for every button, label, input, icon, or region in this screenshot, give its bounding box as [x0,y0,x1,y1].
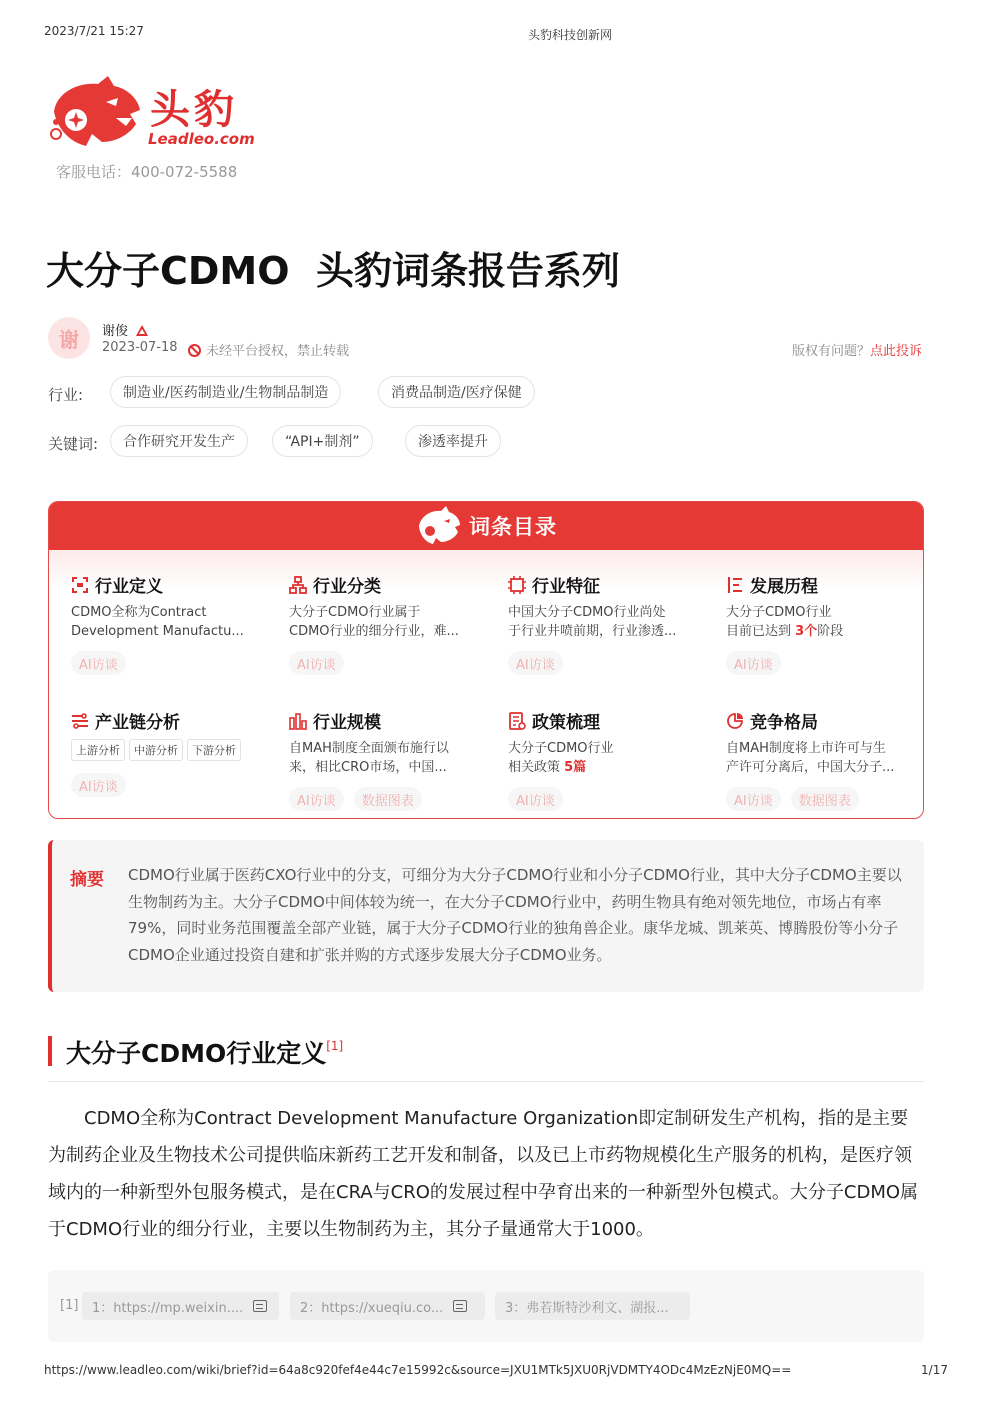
catalog-item-desc-line1: CDMO全称为Contract [71,605,207,620]
downstream-analysis-button[interactable]: 下游分析 [187,739,241,761]
catalog-item-label: 竞争格局 [750,713,818,733]
catalog-card [48,501,924,819]
catalog-item-desc-line1: 大分子CDMO行业 [508,741,614,756]
upstream-analysis-button[interactable]: 上游分析 [71,739,125,761]
section-title-text: 大分子CDMO行业定义 [66,1039,327,1068]
ai-interview-button[interactable]: AI访谈 [289,651,344,675]
forbidden-icon [188,344,201,357]
catalog-item-features[interactable] [508,572,708,675]
industry-tag[interactable]: 制造业/医药制造业/生物制品制造 [110,376,341,408]
catalog-item-desc-line1: 自MAH制度全面颁布施行以 [289,741,449,756]
data-chart-button[interactable]: 数据图表 [354,787,422,811]
author-badge-icon [136,325,148,336]
catalog-item-pills [726,787,924,811]
reference-chip[interactable] [82,1292,279,1320]
industry-tag[interactable]: 消费品制造/医疗保健 [378,376,535,408]
catalog-item-pills [71,773,271,797]
catalog-item-desc-line2: 于行业井喷前期，行业渗透... [508,624,677,639]
print-timestamp: 2023/7/21 15:27 [44,24,144,38]
reference-chip[interactable] [290,1292,485,1320]
catalog-item-chain[interactable] [71,708,271,797]
catalog-item-policy[interactable] [508,708,708,811]
keyword-tag[interactable]: 合作研究开发生产 [110,425,248,457]
catalog-item-desc-line1: 大分子CDMO行业 [726,605,832,620]
publish-date: 2023-07-18 [102,340,178,355]
ai-interview-button[interactable]: AI访谈 [289,787,344,811]
copyright-question-text: 版权有问题？ [791,344,870,359]
reference-chip[interactable] [495,1292,690,1320]
catalog-item-desc-line1: 中国大分子CDMO行业尚处 [508,605,666,620]
catalog-item-desc-line2: 产许可分离后，中国大分子... [726,760,895,775]
author-name[interactable]: 谢俊 [102,324,129,339]
stage-count: 3个 [795,624,818,639]
catalog-item-label: 发展历程 [750,577,818,597]
catalog-item-desc-line2: CDMO行业的细分行业，难... [289,624,459,639]
catalog-item-title[interactable] [289,572,489,597]
complain-link[interactable]: 点此投诉 [869,344,922,359]
ai-interview-button[interactable]: AI访谈 [508,651,563,675]
title-series: 头豹词条报告系列 [316,249,621,293]
catalog-item-label: 行业规模 [313,713,381,733]
catalog-item-history[interactable] [726,572,924,675]
ai-interview-button[interactable]: AI访谈 [71,651,126,675]
print-page-number: 1/17 [921,1363,948,1377]
catalog-item-title[interactable] [289,708,489,733]
leopard-logo-icon[interactable] [46,72,146,152]
reference-label: [1] [60,1298,79,1313]
catalog-item-scale[interactable] [289,708,489,811]
ai-interview-button[interactable]: AI访谈 [726,651,781,675]
catalog-header [49,502,923,550]
ai-interview-button[interactable]: AI访谈 [508,787,563,811]
reference-text: 1：https://mp.weixin.... [92,1300,244,1316]
catalog-item-pills [71,651,271,675]
section-title [66,1034,343,1070]
reference-text: 3：弗若斯特沙利文、湖报... [505,1300,669,1316]
keyword-tag[interactable]: 渗透率提升 [405,425,501,457]
catalog-item-pills [289,787,489,811]
abstract-label: 摘要 [70,870,104,890]
pie-icon [726,712,744,730]
industry-label: 行业: [48,386,84,404]
abstract-box [48,840,924,992]
catalog-item-title[interactable] [71,572,271,597]
catalog-item-title[interactable] [508,572,708,597]
abstract-text: CDMO行业属于医药CXO行业中的分支，可细分为大分子CDMO行业和小分子CDMO行业，其中大分子CDMO主要以生物制药为主。大分子CDMO中间体较为统一，在大分子CDMO行业中，药明生物具有绝对领先地位，市场占有率79%，同时业务范围覆盖全部产业链，属于大分子CDMO行业的独角兽企业。康华龙城、凯莱英、博腾股份等小分子CDMO企业通过投资自建和扩张并购的方式逐步发展大分子CDMO业务。 [128,866,902,964]
catalog-item-title[interactable] [508,708,708,733]
catalog-item-label: 政策梳理 [532,713,600,733]
catalog-item-classification[interactable] [289,572,489,675]
keywords-label: 关键词: [48,435,99,453]
author-name-row[interactable] [102,320,148,339]
copyright-notice [188,340,349,359]
catalog-item-desc-line2 [726,622,906,641]
logo-domain: Leadleo.com [148,130,255,148]
catalog-item-label: 行业定义 [95,577,163,597]
service-phone: 客服电话：400-072-5588 [56,163,238,181]
feature-icon [508,576,526,594]
ai-interview-button[interactable]: AI访谈 [71,773,126,797]
catalog-item-desc-line2: Development Manufactu... [71,624,244,639]
keyword-tag[interactable]: “API+制剂” [272,425,373,457]
policy-count: 5篇 [564,760,587,775]
chain-icon [71,712,89,730]
print-url: https://www.leadleo.com/wiki/brief?id=64a8c920fef4e44c7e15992c&source=JXU1MTk5JXU0RjVDMTY4ODc4MzEzNjE0MQ== [44,1363,792,1377]
chain-analysis-buttons [71,739,271,761]
open-link-icon[interactable] [253,1300,267,1312]
page-title [46,240,620,295]
catalog-item-label: 行业特征 [532,577,600,597]
catalog-item-desc-line1: 大分子CDMO行业属于 [289,605,421,620]
catalog-item-desc-line2: 来，相比CRO市场，中国... [289,760,447,775]
midstream-analysis-button[interactable]: 中游分析 [129,739,183,761]
references-box [48,1270,924,1342]
catalog-item-pills [508,787,708,811]
reference-text: 2：https://xueqiu.co... [300,1300,444,1316]
bar-chart-icon [289,712,307,730]
catalog-item-label: 产业链分析 [95,713,180,733]
title-main: 大分子CDMO [46,249,290,293]
catalog-item-competition[interactable] [726,708,924,811]
catalog-item-desc-line1: 自MAH制度将上市许可与生 [726,741,886,756]
timeline-icon [726,576,744,594]
desc-text: 相关政策 [508,760,565,775]
ai-interview-button[interactable]: AI访谈 [726,787,781,811]
section-divider [48,1081,924,1082]
catalog-item-label: 行业分类 [313,577,381,597]
catalog-item-pills [289,651,489,675]
data-chart-button[interactable]: 数据图表 [791,787,859,811]
hierarchy-icon [289,576,307,594]
open-link-icon[interactable] [453,1300,467,1312]
catalog-item-pills [508,651,708,675]
section-accent-bar [48,1036,52,1066]
print-site-title: 头豹科技创新网 [527,28,612,42]
catalog-item-title[interactable] [726,708,924,733]
notice-text: 未经平台授权，禁止转载 [206,344,350,359]
definition-icon [71,576,89,594]
catalog-item-pills [726,651,924,675]
catalog-title: 词条目录 [469,515,557,539]
catalog-item-desc-line2 [508,758,688,777]
section-body: CDMO全称为Contract Development Manufacture Organization即定制研发生产机构，指的是主要为制药企业及生物技术公司提供临床新药工艺开发和制备，以及已上市药物规模化生产服务的机构，是医疗领域内的一种新型外包服务模式，是在CRA与CRO的发展过程中孕育出来的一种新型外包模式。大分子CDMO属于CDMO行业的细分行业，主要以生物制药为主，其分子量通常大于1000。 [48,1108,919,1240]
catalog-item-definition[interactable] [71,572,271,675]
catalog-item-title[interactable] [726,572,924,597]
desc-text: 目前已达到 [726,624,796,639]
logo-name: 头豹 [150,87,238,133]
section-reference-link[interactable]: [1] [326,1039,344,1053]
policy-icon [508,712,526,730]
avatar[interactable]: 谢 [48,317,90,359]
desc-text: 阶段 [817,624,844,639]
catalog-item-title[interactable] [71,708,271,733]
leopard-head-icon [415,506,461,546]
copyright-question [792,340,922,359]
